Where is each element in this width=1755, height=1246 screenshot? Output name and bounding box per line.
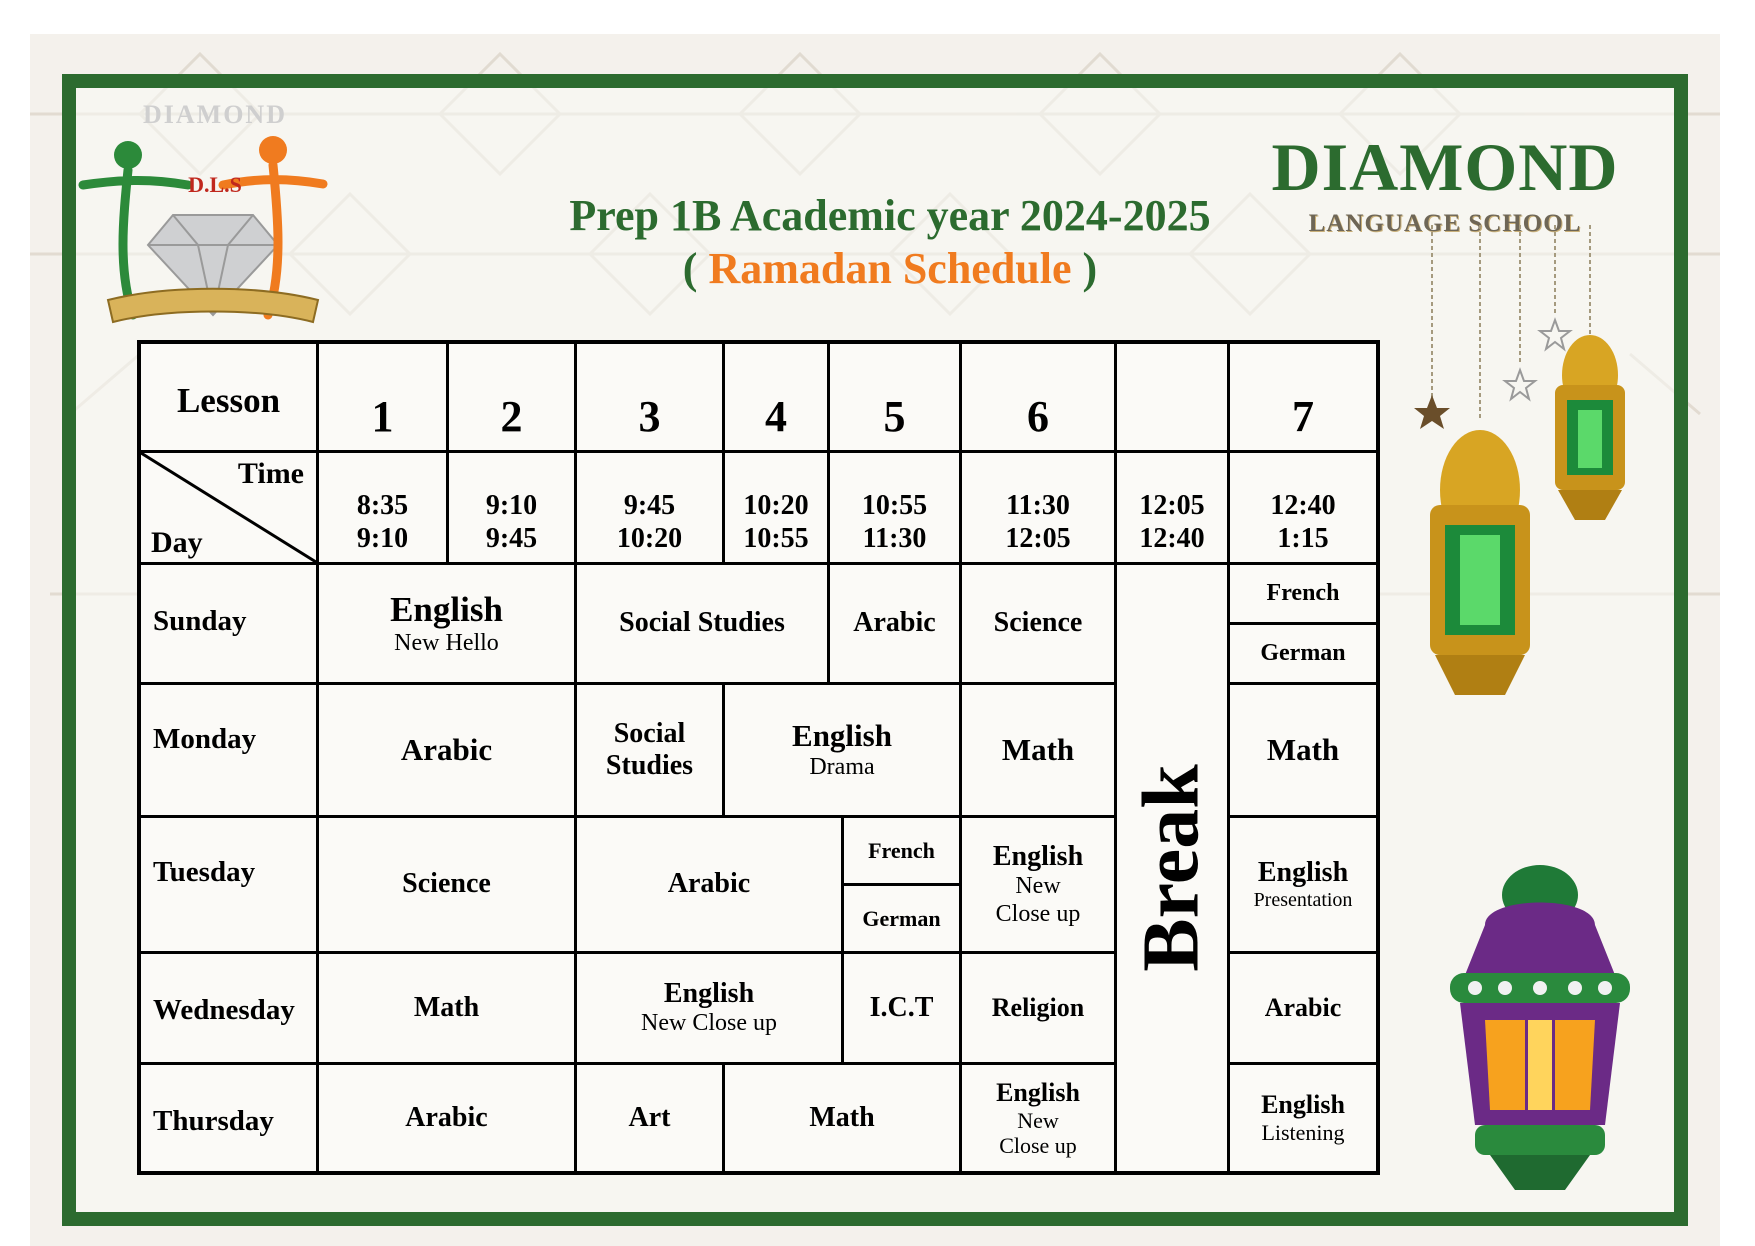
subject-cell: Religion: [962, 954, 1117, 1065]
logo-word: DIAMOND: [143, 100, 287, 129]
day-cell-thursday: [141, 1065, 319, 1171]
day-name: Thursday: [153, 1105, 274, 1137]
time-slot-5: 10:55 11:30: [830, 453, 962, 565]
day-name: Tuesday: [153, 856, 256, 888]
page-subtitle: ( Ramadan Schedule ): [682, 244, 1098, 293]
brand-name: DIAMOND: [1271, 129, 1619, 205]
subject-cell: French: [1230, 565, 1376, 625]
subject-cell: English Listening: [1261, 1090, 1345, 1146]
day-name: Monday: [153, 723, 257, 755]
subject-cell: Art: [577, 1065, 725, 1171]
logo-initials: D.L.S: [188, 172, 242, 197]
lesson-number-5: 5: [830, 344, 962, 453]
day-label: Day: [151, 525, 203, 559]
time-slot-break: 12:05 12:40: [1117, 453, 1230, 565]
subject-cell: Math: [1230, 685, 1376, 818]
day-cell-wednesday: [141, 954, 319, 1065]
time-slot-6: 11:30 12:05: [962, 453, 1117, 565]
subject-cell: Science: [319, 818, 577, 954]
lesson-number-4: 4: [725, 344, 830, 453]
subject-cell: German: [844, 886, 962, 954]
subject-cell: Science: [962, 565, 1117, 685]
hanging-lanterns-icon: [1390, 225, 1650, 705]
time-slot-2: 9:10 9:45: [449, 453, 577, 565]
page-title: Prep 1B Academic year 2024-2025: [569, 191, 1211, 240]
subject-cell: Arabic: [319, 1065, 577, 1171]
subject-cell: Math: [725, 1065, 962, 1171]
subject-cell: Math: [962, 685, 1117, 818]
lesson-number-7: 7: [1230, 344, 1376, 453]
brand-subtitle: LANGUAGE SCHOOL: [1308, 210, 1582, 237]
subject-cell: Arabic: [577, 818, 844, 954]
lesson-number-3: 3: [577, 344, 725, 453]
subject-cell: Arabic: [319, 685, 577, 818]
lesson-number-2: 2: [449, 344, 577, 453]
day-name: Sunday: [153, 605, 247, 637]
subject-cell: Math: [319, 954, 577, 1065]
subject-cell: English New Close up: [577, 954, 844, 1065]
subject-cell: English New Close up: [962, 818, 1117, 954]
ramadan-lantern-icon: [1425, 855, 1655, 1195]
school-logo-icon: [78, 100, 348, 330]
subject-cell: Arabic: [830, 565, 962, 685]
subject-cell: English New Hello: [319, 565, 577, 685]
subject-cell: French: [844, 818, 962, 886]
time-day-corner-cell: [141, 453, 319, 565]
subject-cell: German: [1230, 625, 1376, 685]
lesson-number-break: [1117, 344, 1230, 453]
lesson-number-6: 6: [962, 344, 1117, 453]
subject-cell: Social Studies: [577, 685, 725, 818]
day-cell-tuesday: [141, 818, 319, 954]
day-name: Wednesday: [153, 994, 295, 1026]
break-column: [1117, 565, 1230, 1171]
time-slot-7: 12:40 1:15: [1230, 453, 1376, 565]
lesson-number-1: 1: [319, 344, 449, 453]
subject-cell: Social Studies: [577, 565, 830, 685]
subject-cell: I.C.T: [844, 954, 962, 1065]
subject-cell: Arabic: [1230, 954, 1376, 1065]
lesson-header-cell: [141, 344, 319, 453]
day-cell-sunday: [141, 565, 319, 685]
time-slot-1: 8:35 9:10: [319, 453, 449, 565]
time-slot-4: 10:20 10:55: [725, 453, 830, 565]
time-label: Time: [237, 457, 304, 490]
break-label: Break: [1128, 764, 1217, 972]
schedule-table: [137, 340, 1380, 1175]
ramadan-schedule-label: Ramadan Schedule: [708, 244, 1072, 293]
subject-cell: English Drama: [725, 685, 962, 818]
lesson-label: Lesson: [176, 380, 281, 420]
subject-cell: English New Close up: [962, 1065, 1117, 1171]
subject-cell: English Presentation: [1230, 818, 1376, 954]
time-slot-3: 9:45 10:20: [577, 453, 725, 565]
day-cell-monday: [141, 685, 319, 818]
